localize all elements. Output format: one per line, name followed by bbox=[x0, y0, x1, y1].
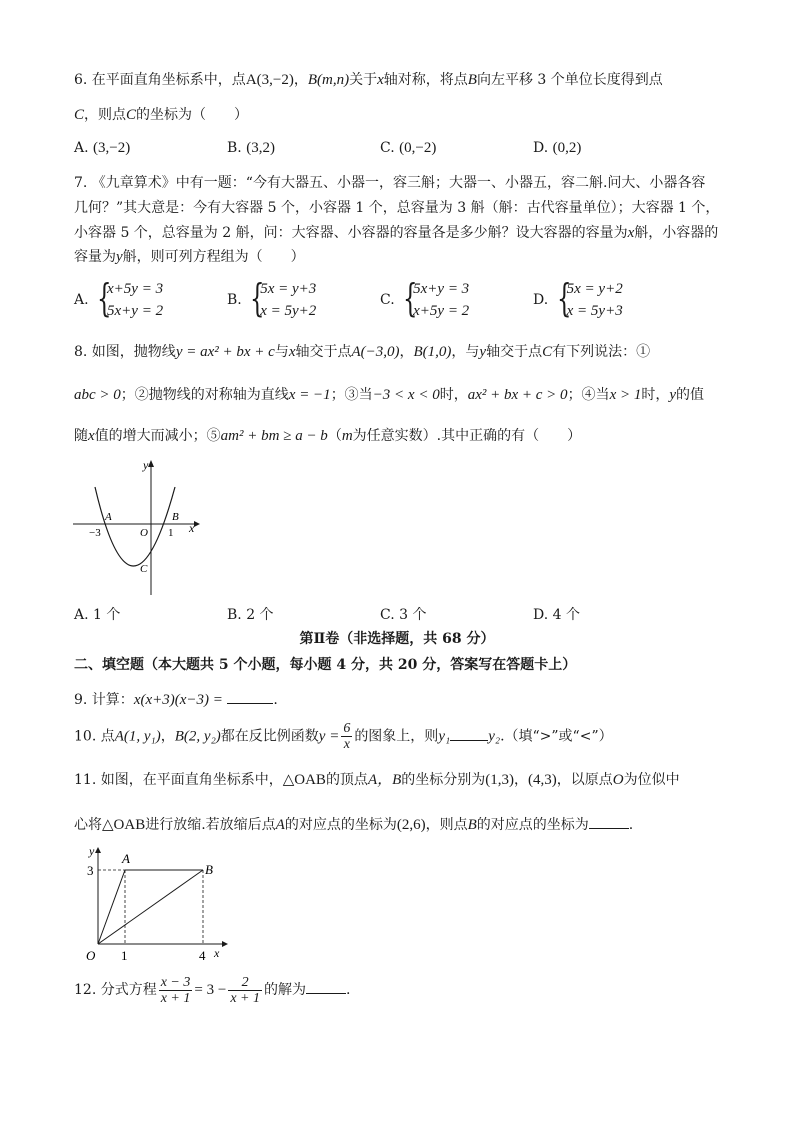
q8-tick-neg3: −3 bbox=[89, 527, 101, 539]
q9: 9. 计算：x(x+3)(x−3) = . bbox=[74, 689, 278, 709]
q11-tick-4: 4 bbox=[199, 948, 206, 963]
q7-line2: 几何？”其大意是：今有大容器 5 个，小容器 1 个，总容量为 3 斛（斛：古代容量单位）；大容器 1 个， bbox=[74, 200, 720, 216]
q8-option-c[interactable]: C. 3 个 bbox=[380, 607, 427, 623]
q11-answer-blank[interactable] bbox=[589, 814, 629, 829]
q6-option-c[interactable]: C. (0,−2) bbox=[380, 140, 437, 156]
q11-tick-3: 3 bbox=[87, 863, 94, 878]
q8-y-arrow bbox=[148, 460, 154, 467]
q11-y-label: y bbox=[89, 844, 95, 858]
q8-point-B: B bbox=[172, 511, 179, 523]
q11-line1: 11. 如图，在平面直角坐标系中，△OAB的顶点A，B的坐标分别为(1,3)，(4,3)，以原点O为位似中 bbox=[74, 772, 680, 788]
q11-x-label: x bbox=[214, 946, 220, 960]
q11-x-arrow bbox=[222, 941, 228, 947]
q11-triangle-graph bbox=[76, 843, 236, 968]
q6-option-d[interactable]: D. (0,2) bbox=[533, 140, 582, 156]
q12: 12. 分式方程 $\frac{x - 3}{x + 1}$ = 3 − $\frac{2}{x + 1}$ 的解为 . bbox=[74, 974, 351, 1006]
q12-answer-blank[interactable] bbox=[306, 979, 346, 994]
q6-line1: 6. 在平面直角坐标系中，点A(3,−2)，B(m,n)关于x轴对称，将点B向左平移 3 个单位长度得到点 bbox=[74, 72, 663, 88]
q8-y-label: y bbox=[143, 458, 149, 472]
q7-option-c[interactable]: C. { 5x+y = 3 x+5y = 2 bbox=[380, 276, 470, 320]
q8-tick-1: 1 bbox=[168, 527, 174, 539]
q7-option-a[interactable]: A. { x+5y = 3 5x+y = 2 bbox=[74, 276, 164, 320]
q7-line4: 容量为y斛，则可列方程组为（ ） bbox=[74, 249, 305, 265]
q6-option-b[interactable]: B. (3,2) bbox=[227, 140, 275, 156]
q8-line3: 随x值的增大而减小；⑤am² + bm ≥ a − b（m为任意实数）.其中正确的有（ ） bbox=[74, 428, 582, 444]
q8-x-label: x bbox=[189, 521, 195, 535]
q8-option-d[interactable]: D. 4 个 bbox=[533, 607, 580, 623]
q8-line1: 8. 如图，抛物线y = ax² + bx + c与x轴交于点A(−3,0)，B(1,0)，与y轴交于点C有下列说法：① bbox=[74, 344, 651, 360]
q7-option-b[interactable]: B. { 5x = y+3 x = 5y+2 bbox=[227, 276, 317, 320]
q10: 10. 点A(1, y₁)，B(2, y₂)都在反比例函数y = $\frac{6}{x}$ 的图象上，则y₁ y₂.（填“>”或“<”） bbox=[74, 721, 613, 752]
q9-answer-blank[interactable] bbox=[227, 689, 273, 704]
q7-option-d[interactable]: D. { 5x = y+2 x = 5y+3 bbox=[533, 276, 623, 320]
q11-side-OB bbox=[98, 870, 203, 944]
q8-option-b[interactable]: B. 2 个 bbox=[227, 607, 274, 623]
q10-answer-blank[interactable] bbox=[450, 726, 488, 741]
q11-tick-1: 1 bbox=[121, 948, 128, 963]
q8-option-a[interactable]: A. 1 个 bbox=[74, 607, 121, 623]
q11-point-A: A bbox=[122, 851, 130, 866]
q7-line1: 7. 《九章算术》中有一题：“今有大器五、小器一，容三斛；大器一、小器五，容二斛.问大、小器各容 bbox=[74, 175, 706, 191]
q8-origin: O bbox=[140, 527, 148, 539]
q11-side-OA bbox=[98, 870, 125, 944]
q8-point-C: C bbox=[140, 563, 148, 575]
q8-point-A: A bbox=[105, 511, 112, 523]
q7-line3: 小容器 5 个，总容量为 2 斛，问：大容器、小容器的容量各是多少斛？设大容器的容量为x斛，小容器的 bbox=[74, 225, 719, 241]
q8-x-arrow bbox=[194, 521, 200, 527]
q11-origin: O bbox=[86, 948, 96, 963]
q11-point-B: B bbox=[205, 862, 213, 877]
q8-parabola-graph bbox=[70, 455, 205, 600]
q11-line2: 心将△OAB进行放缩.若放缩后点A的对应点的坐标为(2,6)，则点B的对应点的坐标为 . bbox=[74, 814, 633, 834]
q6-line2: C，则点C的坐标为（ ） bbox=[74, 107, 249, 123]
q8-line2: abc > 0；②抛物线的对称轴为直线x = −1；③当−3 < x < 0时，ax² + bx + c > 0；④当x > 1时，y的值 bbox=[74, 387, 705, 403]
q11-y-arrow bbox=[95, 847, 101, 853]
q6-option-a[interactable]: A. (3,−2) bbox=[74, 140, 131, 156]
section2-heading: 二、填空题（本大题共 5 个小题，每小题 4 分，共 20 分，答案写在答题卡上） bbox=[74, 657, 577, 673]
section2-title: 第Ⅱ卷（非选择题，共 68 分） bbox=[299, 631, 495, 647]
q8-parabola bbox=[95, 487, 175, 566]
